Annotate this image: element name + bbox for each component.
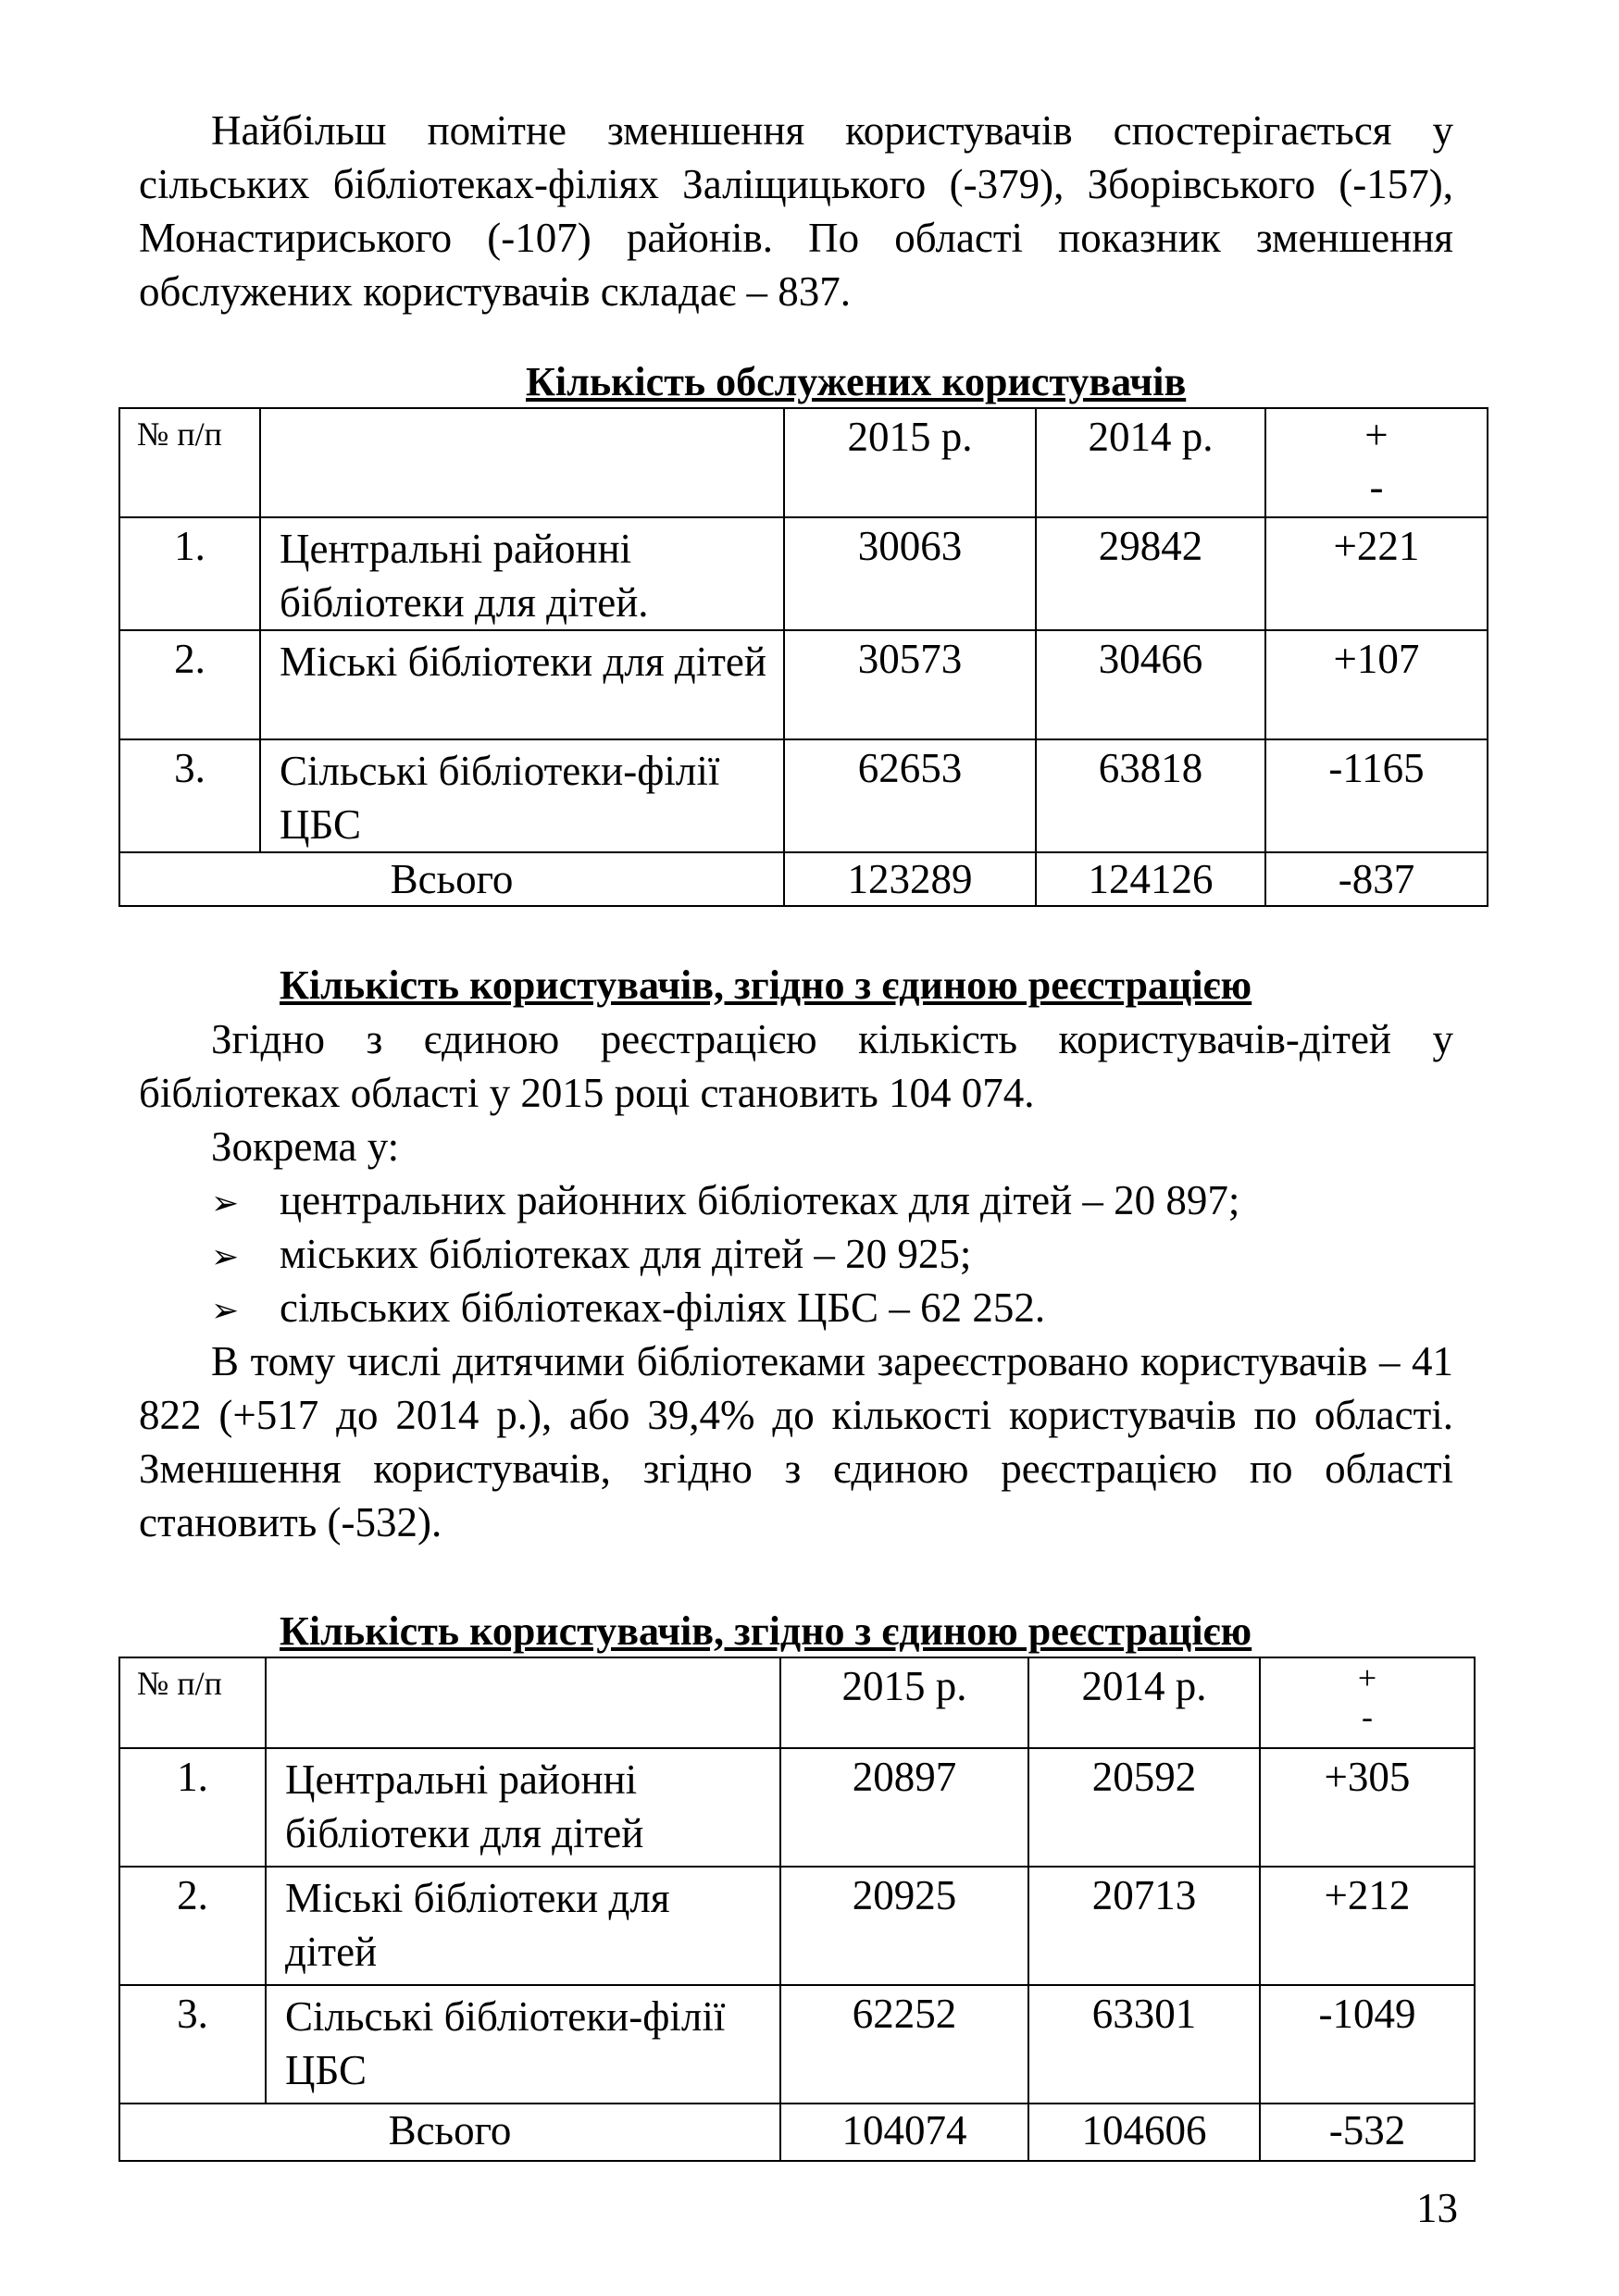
row-2015-value: 30063 — [784, 517, 1036, 630]
intro-paragraph: Найбільш помітне зменшення користувачів спостерігається у сільських бібліотеках-філіях Заліщицького (-379), Зборівського (-157), Монастириського (-107) районів. По області показник зменшення обслужених користувачів складає – 837. — [139, 107, 1453, 315]
table-row — [119, 1748, 1475, 1867]
row-2015-value: 20925 — [780, 1867, 1028, 1985]
row-2014-value: 30466 — [1036, 630, 1265, 739]
total-diff-value: -837 — [1265, 852, 1488, 906]
list-item: ➢ сільських бібліотеках-філіях ЦБС – 62 252. — [211, 1281, 1045, 1338]
plus-sign: + — [1357, 1659, 1377, 1696]
total-label: Всього — [119, 852, 784, 906]
total-2014-value: 124126 — [1036, 852, 1265, 906]
table1-title: Кількість обслужених користувачів — [526, 359, 1187, 404]
table2-header-2014: 2014 р. — [1028, 1657, 1260, 1748]
table1-header-2015: 2015 р. — [784, 408, 1036, 517]
total-2015-value: 104074 — [780, 2104, 1028, 2161]
arrow-bullet-icon: ➢ — [211, 1185, 240, 1222]
row-index: 2. — [119, 630, 260, 739]
table1 — [118, 407, 1488, 907]
list-item: ➢ міських бібліотеках для дітей – 20 925; — [211, 1227, 971, 1285]
total-2014-value: 104606 — [1028, 2104, 1260, 2161]
row-name: Міські бібліотеки для дітей — [266, 1867, 780, 1985]
row-diff-value: -1165 — [1265, 739, 1488, 852]
minus-sign: - — [1362, 1698, 1373, 1735]
total-diff-value: -532 — [1260, 2104, 1475, 2161]
minus-sign: - — [1369, 464, 1384, 510]
arrow-bullet-icon: ➢ — [211, 1238, 240, 1276]
row-2015-value: 62252 — [780, 1985, 1028, 2104]
section2-heading: Кількість користувачів, згідно з єдиною реєстрацією — [280, 962, 1252, 1008]
section2-paragraph2: В тому числі дитячими бібліотеками зареєстровано користувачів – 41 822 (+517 до 2014 р.), або 39,4% до кількості користувачів по області. Зменшення користувачів, згідно з єдиною реєстрацією по області становить (-532). — [139, 1338, 1453, 1545]
row-2014-value: 29842 — [1036, 517, 1265, 630]
row-diff-value: +305 — [1260, 1748, 1475, 1867]
list-item: ➢ центральних районних бібліотеках для дітей – 20 897; — [211, 1173, 1239, 1231]
table2-header-diff — [1260, 1657, 1475, 1748]
zokrema-label: Зокрема у: — [211, 1123, 400, 1170]
page-number: 13 — [1416, 2185, 1458, 2231]
table1-header-row — [119, 408, 1488, 517]
table2-title: Кількість користувачів, згідно з єдиною реєстрацією — [280, 1608, 1252, 1654]
plus-sign: + — [1364, 412, 1389, 458]
row-2014-value: 20592 — [1028, 1748, 1260, 1867]
table1-header-2014: 2014 р. — [1036, 408, 1265, 517]
row-2015-value: 62653 — [784, 739, 1036, 852]
table1-header-name — [260, 408, 784, 517]
row-name: Центральні районні бібліотеки для дітей. — [260, 517, 784, 630]
section2-paragraph1: Згідно з єдиною реєстрацією кількість користувачів-дітей у бібліотеках області у 2015 році становить 104 074. — [139, 1016, 1453, 1116]
table2-header-no: № п/п — [119, 1657, 266, 1748]
row-index: 1. — [119, 517, 260, 630]
row-index: 3. — [119, 1985, 266, 2104]
table2-header-row — [119, 1657, 1475, 1748]
table1-total-row — [119, 852, 1488, 906]
row-2014-value: 63818 — [1036, 739, 1265, 852]
table2-total-row — [119, 2104, 1475, 2161]
row-2015-value: 20897 — [780, 1748, 1028, 1867]
table-row — [119, 739, 1488, 852]
table-row — [119, 517, 1488, 630]
row-name: Сільські бібліотеки-філії ЦБС — [266, 1985, 780, 2104]
row-name: Міські бібліотеки для дітей — [260, 630, 784, 739]
row-name: Сільські бібліотеки-філії ЦБС — [260, 739, 784, 852]
table-row — [119, 1985, 1475, 2104]
table2-header-name — [266, 1657, 780, 1748]
row-diff-value: +107 — [1265, 630, 1488, 739]
row-index: 2. — [119, 1867, 266, 1985]
row-2015-value: 30573 — [784, 630, 1036, 739]
row-2014-value: 20713 — [1028, 1867, 1260, 1985]
arrow-bullet-icon: ➢ — [211, 1292, 240, 1330]
row-index: 1. — [119, 1748, 266, 1867]
table-row — [119, 1867, 1475, 1985]
row-2014-value: 63301 — [1028, 1985, 1260, 2104]
table1-header-no: № п/п — [119, 408, 260, 517]
table2-header-2015: 2015 р. — [780, 1657, 1028, 1748]
row-diff-value: +221 — [1265, 517, 1488, 630]
row-diff-value: +212 — [1260, 1867, 1475, 1985]
table1-header-diff — [1265, 408, 1488, 517]
row-diff-value: -1049 — [1260, 1985, 1475, 2104]
total-label: Всього — [119, 2104, 780, 2161]
row-name: Центральні районні бібліотеки для дітей — [266, 1748, 780, 1867]
total-2015-value: 123289 — [784, 852, 1036, 906]
table2 — [118, 1657, 1476, 2162]
row-index: 3. — [119, 739, 260, 852]
table-row — [119, 630, 1488, 739]
